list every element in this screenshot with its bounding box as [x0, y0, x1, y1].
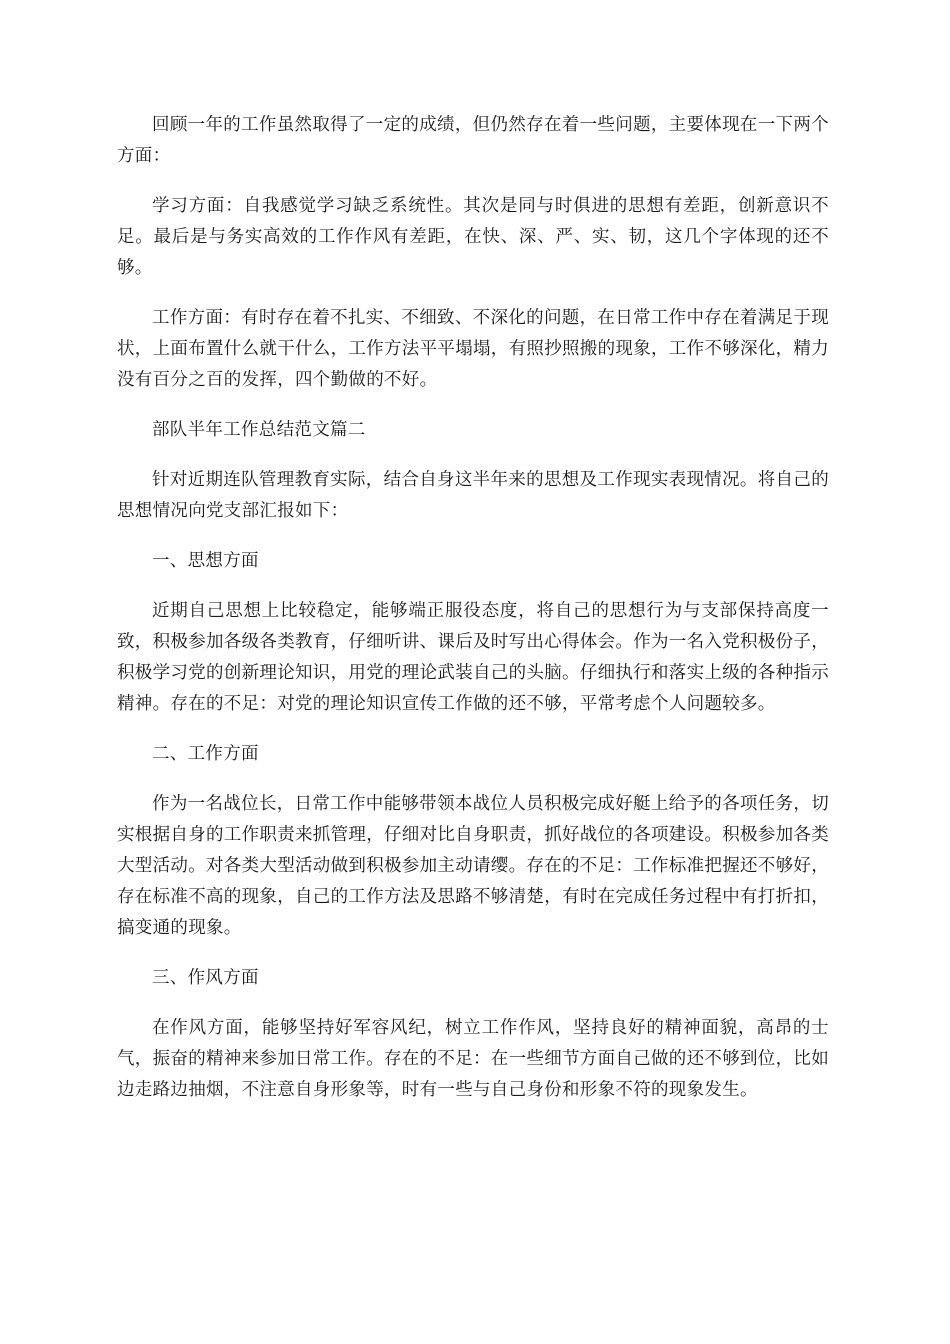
document-body [117, 110, 829, 1125]
section-title-part-two: 部队半年工作总结范文篇二 [152, 420, 366, 440]
paragraph-review-intro: 回顾一年的工作虽然取得了一定的成绩，但仍然存在着一些问题，主要体现在一下两个方面： [117, 115, 829, 166]
paragraph-study-aspect: 学习方面：自我感觉学习缺乏系统性。其次是同与时俱进的思想有差距，创新意识不足。最后是与务实高效的工作作风有差距，在快、深、严、实、韧，这几个字体现的还不够。 [117, 196, 829, 278]
paragraph-thought-aspect: 近期自己思想上比较稳定，能够端正服役态度，将自己的思想行为与支部保持高度一致，积极参加各级各类教育，仔细听讲、课后及时写出心得体会。作为一名入党积极份子，积极学习党的创新理论知识，用党的理论武装自己的头脑。仔细执行和落实上级的各种指示精神。存在的不足：对党的理论知识宣传工作做的还不够，平常考虑个人问题较多。 [117, 601, 829, 714]
paragraph-work-aspect: 工作方面：有时存在着不扎实、不细致、不深化的问题，在日常工作中存在着满足于现状，上面布置什么就干什么，工作方法平平塌塌，有照抄照搬的现象，工作不够深化，精力没有百分之百的发挥，四个勤做的不好。 [117, 308, 829, 390]
heading-work-aspect: 二、工作方面 [152, 744, 259, 764]
paragraph-report-intro: 针对近期连队管理教育实际，结合自身这半年来的思想及工作现实表现情况。将自己的思想情况向党支部汇报如下： [117, 470, 829, 521]
heading-thought-aspect: 一、思想方面 [152, 551, 259, 571]
paragraph-style-aspect: 在作风方面，能够坚持好军容风纪，树立工作作风，坚持良好的精神面貌，高昂的士气，振奋的精神来参加日常工作。存在的不足：在一些细节方面自己做的还不够到位，比如边走路边抽烟，不注意自身形象等，时有一些与自己身份和形象不符的现象发生。 [117, 1018, 829, 1100]
heading-style-aspect: 三、作风方面 [152, 968, 259, 988]
paragraph-work-duties: 作为一名战位长，日常工作中能够带领本战位人员积极完成好艇上给予的各项任务，切实根据自身的工作职责来抓管理，仔细对比自身职责，抓好战位的各项建设。积极参加各类大型活动。对各类大型活动做到积极参加主动请缨。存在的不足：工作标准把握还不够好，存在标准不高的现象，自己的工作方法及思路不够清楚，有时在完成任务过程中有打折扣，搞变通的现象。 [117, 794, 829, 938]
